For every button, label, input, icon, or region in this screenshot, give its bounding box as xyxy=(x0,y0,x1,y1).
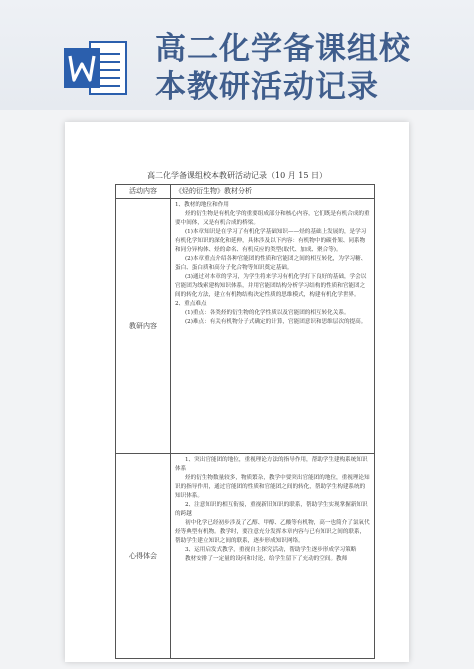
word-doc-icon xyxy=(60,38,130,98)
row-label-experience: 心得体会 xyxy=(116,454,171,659)
research-paragraph: 烃的衍生物是有机化学的重要组成部分和核心内容，它们既是有机合成的重要中间体，又是有机合成的桥梁。 xyxy=(175,211,370,226)
table-row-activity xyxy=(116,185,375,199)
experience-paragraph: 烃的衍生物数量较多，物质繁杂，教学中要突出官能团的地位，重视理论知识的指导作用，通过官能团的性质和官能团之间的转化，帮助学生构建系统的知识体系。 xyxy=(175,475,370,499)
research-paragraph: (1)重点：各类烃的衍生物的化学性质以及官能团的相互转化关系。 xyxy=(185,310,350,316)
banner xyxy=(0,0,474,110)
row-label-research: 教研内容 xyxy=(116,199,171,454)
banner-title-line2: 本教研活动记录 xyxy=(155,69,379,105)
research-paragraph: (2)难点：有关有机物分子式确定的计算，官能团意识和思维层次的提高。 xyxy=(185,319,367,325)
research-paragraph: (3)通过对本章的学习，为学生将来学习有机化学打下良好的基础，学会以官能团为线索建构知识体系，并用官能团结构分析学习结构的性质和官能团之间的转化方法，建立有机物结构决定性质的思维模式，构建有机化学世界。 xyxy=(175,274,367,298)
row-value-activity: 《烃的衍生物》教材分析 xyxy=(171,185,375,199)
research-paragraph: 1、教材的地位和作用 xyxy=(175,202,229,208)
experience-paragraph: 初中化学已经初步涉及了乙醇、甲醇、乙酸等有机物，高一也简介了氯氧代烃等典型有机物。教学时，要注意充分发挥本章内容与已有知识之间的联系，帮助学生建立知识之间的联系，逐步形成知识网络。 xyxy=(175,520,370,544)
experience-paragraph: 1、突出官能团的地位，重视理论方法的指导作用，帮助学生建构系统知识体系 xyxy=(175,457,368,472)
table-row-experience xyxy=(116,454,375,659)
research-paragraph: (2)本章重点介绍各种官能团的性质和官能团之间的相互转化，为学习糖、蛋白、蛋白质和高分子化合物等知识奠定基础。 xyxy=(175,256,367,271)
table-row-research xyxy=(116,199,375,454)
document-page xyxy=(65,122,409,662)
banner-title-line1: 高二化学备课组校 xyxy=(155,31,411,67)
experience-paragraph: 3、运用启发式教学，重视自主探究活动，帮助学生逐步形成学习策略 xyxy=(185,547,357,553)
document-title: 高二化学备课组校本教研活动记录（10 月 15 日） xyxy=(147,171,327,180)
experience-paragraph: 教材安排了一定量的设问和讨论，给学生留下了充动的空间。教师 xyxy=(185,556,348,562)
row-content-research xyxy=(171,199,375,454)
banner-title xyxy=(155,30,411,106)
row-content-experience xyxy=(171,454,375,659)
research-paragraph: (1)本章知识是在学习了有机化学基础知识——烃的基础上发展的，是学习有机化学知识的深化和延伸，具体涉及以下内容：有机物中的碳骨架、同系物和同分异构体、烃的命名、有机反应的类型(取代、加成、聚合等)。 xyxy=(175,229,367,253)
record-table xyxy=(115,184,375,659)
row-label-activity: 活动内容 xyxy=(116,185,171,199)
experience-paragraph: 2、注意知识的相互衔接，重视新旧知识的联系，帮助学生实现掌握新知识的跨越 xyxy=(175,502,368,517)
research-paragraph: 2、重点难点 xyxy=(175,301,207,307)
